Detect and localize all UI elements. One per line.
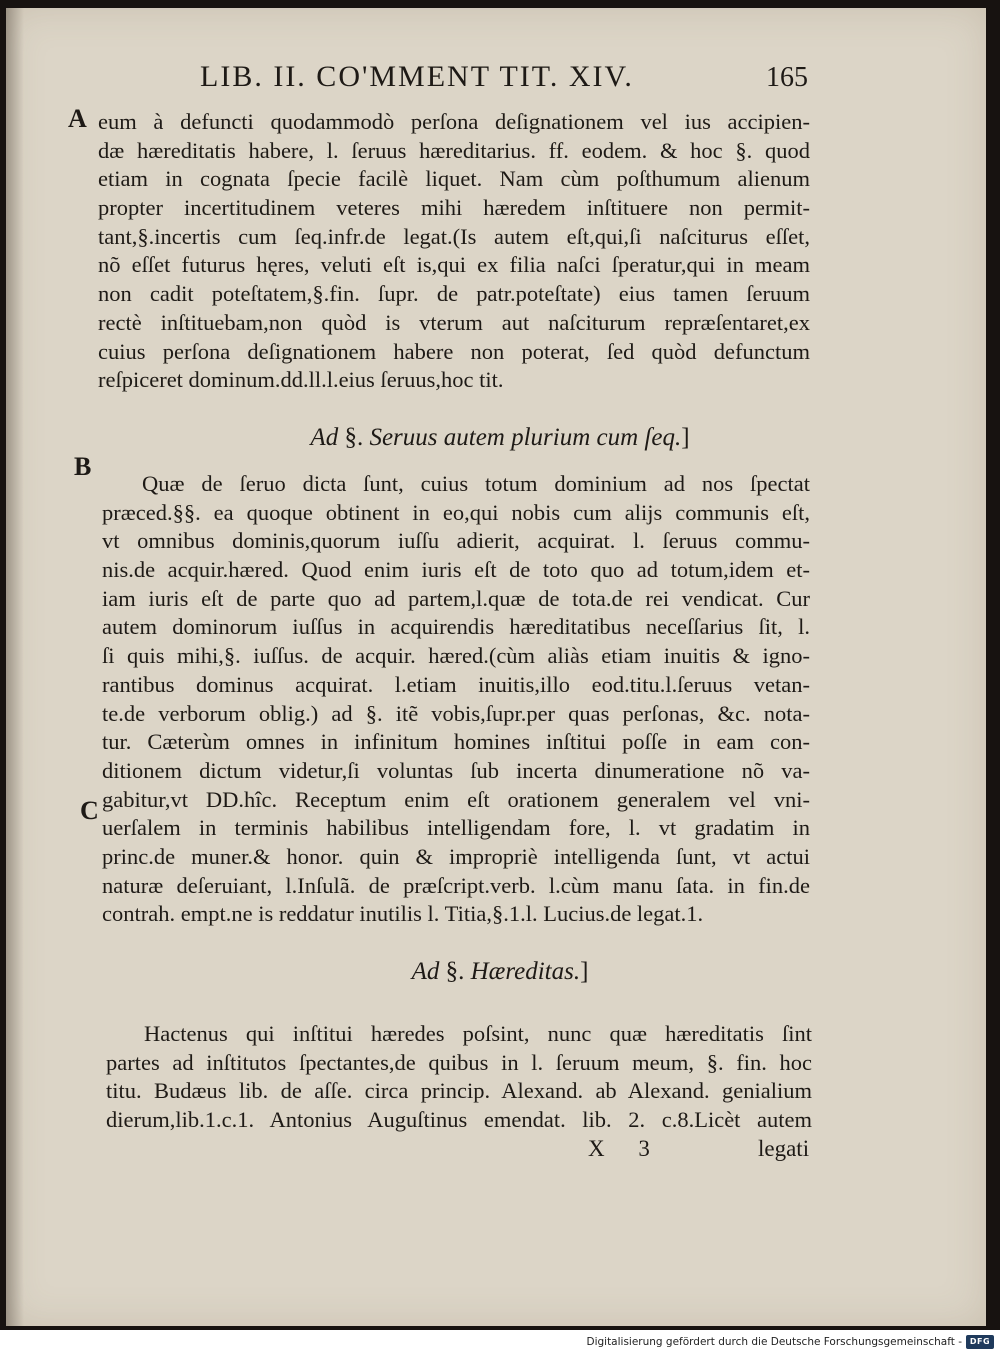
- text-line: dierum,lib.1.c.1. Antonius Auguſtinus emendat. lib. 2. c.8.Licèt autem: [106, 1107, 812, 1133]
- dfg-logo-text: DFG: [969, 1337, 991, 1346]
- heading-bracket: ]: [580, 958, 589, 985]
- margin-letter-a: A: [68, 104, 87, 133]
- text-line: contrah. empt.ne is reddatur inutilis l. Titia,§.1.l. Lucius.de legat.1.: [102, 901, 704, 927]
- signature-mark: X 3: [588, 1136, 664, 1161]
- catchword-row: [0, 1136, 1000, 1170]
- heading-prefix: Ad: [310, 424, 339, 451]
- funding-credit: Digitalisierung gefördert durch die Deutsche Forschungsgemeinschaft -: [586, 1336, 962, 1348]
- text-line: nõ eſſet futurus hęres, veluti eſt is,qui ex filia naſci ſperatur,qui in meam: [98, 252, 810, 278]
- text-line: gabitur,vt DD.hîc. Receptum enim eſt orationem generalem vel vni-: [102, 786, 810, 812]
- heading-bracket: ]: [681, 424, 690, 451]
- text-line: titu. Budæus lib. de aſſe. circa princip. Alexand. ab Alexand. genialium: [106, 1078, 812, 1104]
- text-line: iam iuris eſt de parte quo ad partem,l.quæ de tota.de rei vendicat. Cur: [102, 585, 810, 611]
- section-heading-servus: [0, 424, 1000, 452]
- text-line: tur. Cæterùm omnes in infinitum homines inſtitui poſſe in eam con-: [102, 729, 810, 755]
- text-line: non cadit poteſtatem,§.fin. ſupr. de patr.poteſtate) eius tamen ſeruum: [98, 281, 810, 307]
- text-line: naturæ deſeruiant, l.Inſulã. de præſcript.verb. l.cùm manu ſata. in fin.de: [102, 872, 810, 898]
- heading-prefix: Ad: [411, 958, 440, 985]
- text-line: dæ hæreditatis habere, l. ſeruus hæreditarius. ff. eodem. & hoc §. quod: [98, 137, 810, 163]
- text-line: reſpiceret dominum.dd.ll.l.eius ſeruus,hoc tit.: [98, 367, 504, 393]
- text-line: cuius perſona deſignationem habere non poterat, ſed quòd defunctum: [98, 338, 810, 364]
- page-number: 165: [766, 62, 808, 93]
- heading-text: Seruus autem plurium cum ſeq.: [369, 424, 682, 451]
- margin-letter-c: C: [80, 796, 99, 825]
- margin-letter-b: B: [74, 452, 92, 481]
- text-line: ſi quis mihi,§. iuſſus. de acquir. hæred.(cùm aliàs etiam inuitis & igno-: [102, 643, 810, 669]
- text-line: nis.de acquir.hæred. Quod enim iuris eſt de toto quo ad totum,idem et-: [102, 557, 810, 583]
- text-line: propter incertitudinem veteres mihi hæredem inſtituere non permit-: [98, 195, 810, 221]
- text-line: præced.§§. ea quoque obtinent in eo,qui nobis cum alijs communis eſt,: [102, 499, 810, 525]
- section-sign: §.: [445, 958, 465, 985]
- text-line: Hactenus qui inſtitui hæredes poſsint, nunc quæ hæreditatis ſint: [144, 1021, 812, 1046]
- text-line: eum à defuncti quodammodò perſona deſignationem vel ius accipien-: [98, 109, 810, 134]
- text-line: etiam in cognata ſpecie facilè liquet. Nam cùm poſthumum alienum: [98, 166, 810, 192]
- dfg-logo-icon: [966, 1335, 994, 1349]
- text-line: partes ad inſtitutos ſpectantes,de quibus in l. ſeruum meum, §. fin. hoc: [106, 1049, 812, 1075]
- catchword: legati: [758, 1136, 810, 1161]
- text-line: vt omnibus dominis,quorum iuſſu adierit, acquirat. l. ſeruus commu-: [102, 528, 810, 554]
- page-header: [0, 60, 1000, 100]
- text-line: te.de verborum oblig.) ad §. itẽ vobis,ſupr.per quas perſonas, &c. nota-: [102, 700, 810, 726]
- paragraph-2: [102, 470, 810, 929]
- paragraph-1: [98, 108, 810, 395]
- text-line: rantibus dominus acquirat. l.etiam inuitis,illo eod.titu.l.ſeruus vetan-: [102, 671, 810, 697]
- text-line: ditionem dictum videtur,ſi voluntas ſub incerta dinumeratione nõ va-: [102, 757, 810, 783]
- digitization-footer: [0, 1330, 1000, 1356]
- section-heading-hereditas: [0, 958, 1000, 986]
- heading-text: Hæreditas.: [470, 958, 581, 985]
- text-line: uerſalem in terminis habilibus intelligendam fore, l. vt gradatim in: [102, 815, 810, 841]
- text-line: Quæ de ſeruo dicta ſunt, cuius totum dominium ad nos ſpectat: [142, 471, 810, 496]
- text-line: princ.de muner.& honor. quin & impropriè intelligenda ſunt, vt actui: [102, 843, 810, 869]
- paragraph-3: [106, 1020, 812, 1135]
- section-sign: §.: [344, 424, 364, 451]
- text-line: tant,§.incertis cum ſeq.infr.de legat.(Is autem eſt,qui,ſi naſciturus eſſet,: [98, 223, 810, 249]
- spine-shadow: [6, 8, 24, 1326]
- text-line: rectè inſtituebam,non quòd is vterum aut naſciturum repræſentaret,ex: [98, 309, 810, 335]
- text-line: autem dominorum iuſſus in acquirendis hæreditatibus neceſſarius ſit, l.: [102, 614, 810, 640]
- running-head: LIB. II. CO'MMENT TIT. XIV.: [200, 60, 634, 93]
